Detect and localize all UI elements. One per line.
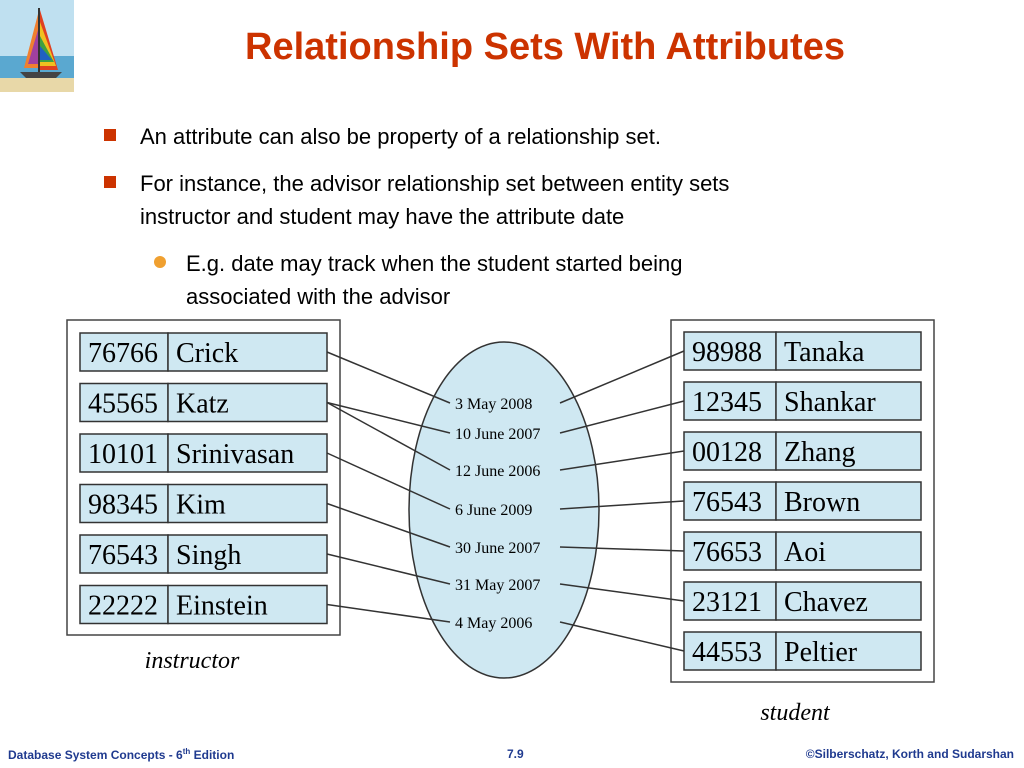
footer-book-title-sup: th — [182, 747, 191, 756]
date-value: 3 May 2008 — [455, 396, 533, 413]
instructor-id: 76543 — [88, 540, 158, 571]
instructor-row — [80, 384, 327, 422]
student-row — [684, 532, 921, 570]
student-name: Peltier — [784, 637, 858, 668]
bullet-2-line-2: instructor and student may have the attribute date — [140, 204, 625, 229]
student-name: Brown — [784, 487, 861, 518]
instructor-id: 76766 — [88, 338, 158, 369]
date-value: 31 May 2007 — [455, 577, 541, 594]
bullet-2-line-1: For instance, the advisor relationship set between entity sets — [140, 171, 730, 196]
student-id: 12345 — [692, 387, 762, 418]
student-label: student — [760, 700, 830, 726]
instructor-id: 45565 — [88, 388, 158, 420]
date-student-link — [560, 351, 684, 403]
date-value: 4 May 2006 — [455, 615, 533, 632]
slide-title: Relationship Sets With Attributes — [245, 26, 845, 68]
instructor-name: Crick — [176, 338, 239, 369]
student-row — [684, 582, 921, 620]
instructor-row — [80, 434, 327, 472]
date-value: 6 June 2009 — [455, 502, 533, 519]
footer-page-number: 7.9 — [507, 747, 524, 761]
student-row — [684, 482, 921, 520]
footer-book-title-end: Edition — [190, 748, 235, 762]
student-id: 98988 — [692, 337, 762, 368]
student-row — [684, 382, 921, 420]
instructor-name: Einstein — [176, 590, 268, 622]
student-name: Aoi — [784, 537, 826, 568]
student-id: 76543 — [692, 487, 762, 518]
student-rows — [684, 332, 921, 670]
student-row — [684, 432, 921, 470]
bullet-1-text: An attribute can also be property of a relationship set. — [140, 124, 661, 149]
student-name: Chavez — [784, 587, 868, 618]
sub-bullet-1-line-1: E.g. date may track when the student started being — [186, 251, 683, 276]
instructor-row — [80, 485, 327, 523]
student-id: 00128 — [692, 437, 762, 468]
date-value: 30 June 2007 — [455, 540, 541, 557]
instructor-row — [80, 535, 327, 573]
instructor-row — [80, 333, 327, 371]
date-value: 10 June 2007 — [455, 426, 541, 443]
instructor-name: Srinivasan — [176, 439, 295, 470]
student-name: Zhang — [784, 437, 856, 468]
instructor-name: Kim — [176, 489, 226, 521]
footer-copyright: ©Silberschatz, Korth and Sudarshan — [805, 747, 1014, 761]
student-name: Shankar — [784, 387, 876, 418]
student-id: 76653 — [692, 537, 762, 568]
instructor-id: 10101 — [88, 439, 158, 470]
instructor-id: 22222 — [88, 590, 158, 622]
sub-bullet-1-line-2: associated with the advisor — [186, 284, 451, 309]
student-id: 44553 — [692, 637, 762, 668]
student-row — [684, 332, 921, 370]
date-value: 12 June 2006 — [455, 463, 541, 480]
student-name: Tanaka — [784, 337, 865, 368]
student-id: 23121 — [692, 587, 762, 618]
instructor-name: Katz — [176, 388, 229, 420]
instructor-name: Singh — [176, 540, 242, 571]
instructor-id: 98345 — [88, 489, 158, 521]
instructor-label: instructor — [144, 648, 240, 674]
student-row — [684, 632, 921, 670]
footer-book-title-main: Database System Concepts - 6 — [8, 748, 183, 762]
footer-book-title — [8, 747, 234, 762]
instructor-date-link — [327, 352, 450, 403]
date-student-link — [560, 622, 684, 651]
instructor-row — [80, 586, 327, 624]
